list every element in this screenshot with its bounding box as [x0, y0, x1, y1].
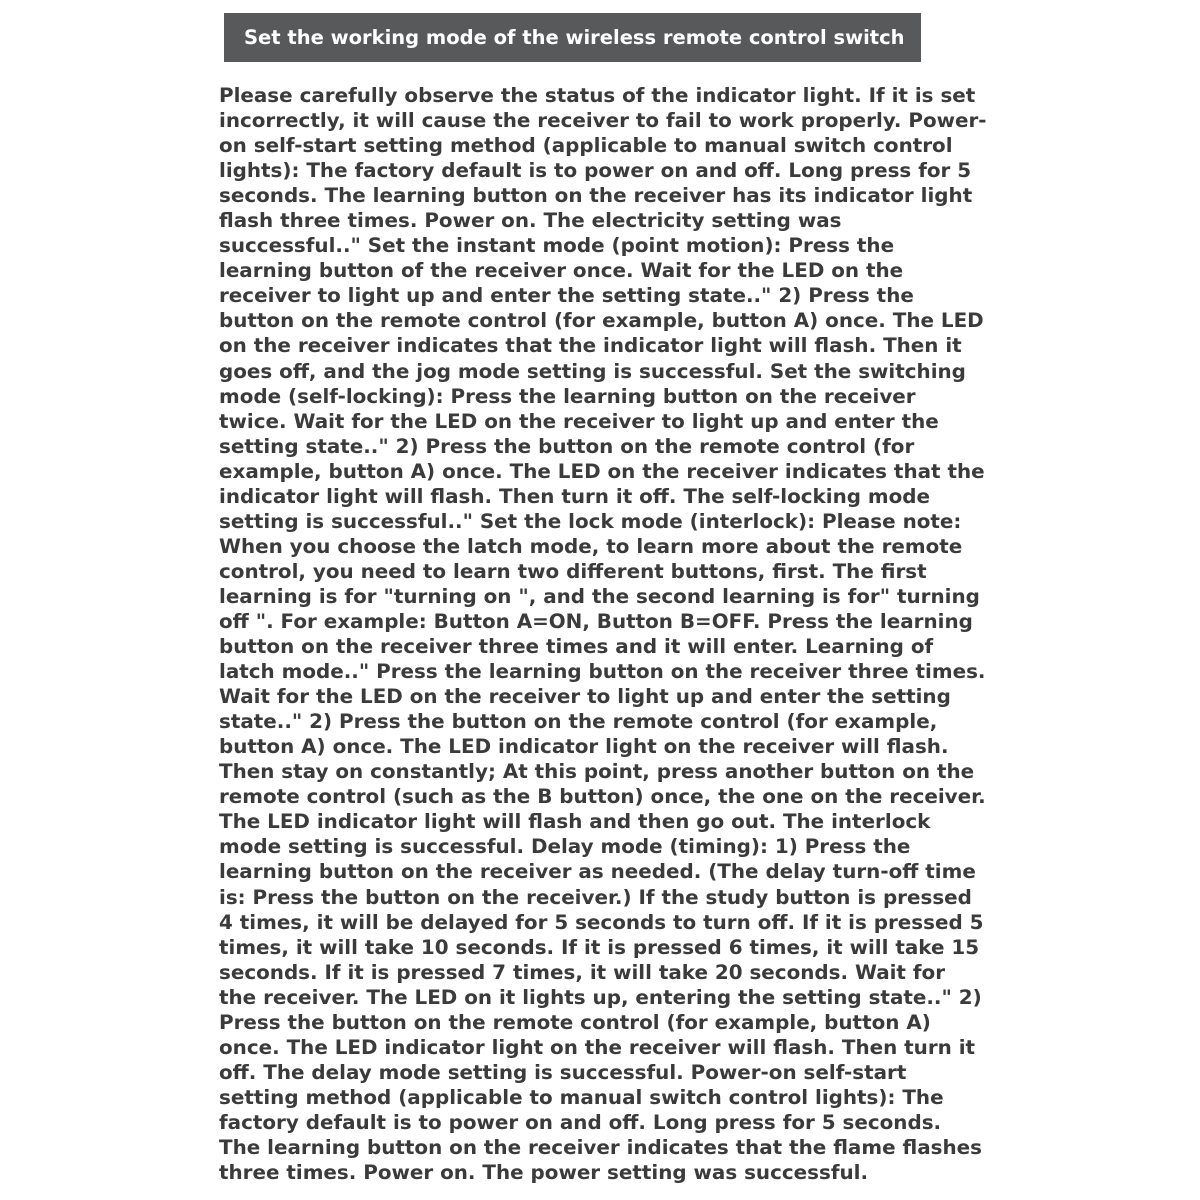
page-title: Set the working mode of the wireless remote control switch	[244, 26, 905, 49]
instructions-paragraph: Please carefully observe the status of the indicator light. If it is set incorrectly, it will cause the receiver to fail to work properly. Power-on self-start setting method (applicable to manual switch control lights): The factory default is to power on and off. Long press for 5 seconds. The learning button on the receiver has its indicator light flash three times. Power on. The electricity setting was successful.." Set the instant mode (point motion): Press the learning button of the receiver once. Wait for the LED on the receiver to light up and enter the setting state.." 2) Press the button on the remote control (for example, button A) once. The LED on the receiver indicates that the indicator light will flash. Then it goes off, and the jog mode setting is successful. Set the switching mode (self-locking): Press the learning button on the receiver twice. Wait for the LED on the receiver to light up and enter the setting state.." 2) Press the button on the remote control (for example, button A) once. The LED on the receiver indicates that the indicator light will flash. Then turn it off. The self-locking mode setting is successful.." Set the lock mode (interlock): Please note: When you choose the latch mode, to learn more about the remote control, you need to learn two different buttons, first. The first learning is for "turning on ", and the second learning is for" turning off ". For example: Button A=ON, Button B=OFF. Press the learning button on the receiver three times and it will enter. Learning of latch mode.." Press the learning button on the receiver three times. Wait for the LED on the receiver to light up and enter the setting state.." 2) Press the button on the remote control (for example, button A) once. The LED indicator light on the receiver will flash. Then stay on constantly; At this point, press another button on the remote control (such as the B button) once, the one on the receiver. The LED indicator light will flash and then go out. The interlock mode setting is successful. Delay mode (timing): 1) Press the learning button on the receiver as needed. (The delay turn-off time is: Press the button on the receiver.) If the study button is pressed 4 times, it will be delayed for 5 seconds to turn off. If it is pressed 5 times, it will take 10 seconds. If it is pressed 6 times, it will take 15 seconds. If it is pressed 7 times, it will take 20 seconds. Wait for the receiver. The LED on it lights up, entering the setting state.." 2) Press the button on the remote control (for example, button A) once. The LED indicator light on the receiver will flash. Then turn it off. The delay mode setting is successful. Power-on self-start setting method (applicable to manual switch control lights): The factory default is to power on and off. Long press for 5 seconds. The learning button on the receiver indicates that the flame flashes three times. Power on. The power setting was successful.	[219, 84, 987, 1185]
title-banner	[224, 13, 921, 62]
